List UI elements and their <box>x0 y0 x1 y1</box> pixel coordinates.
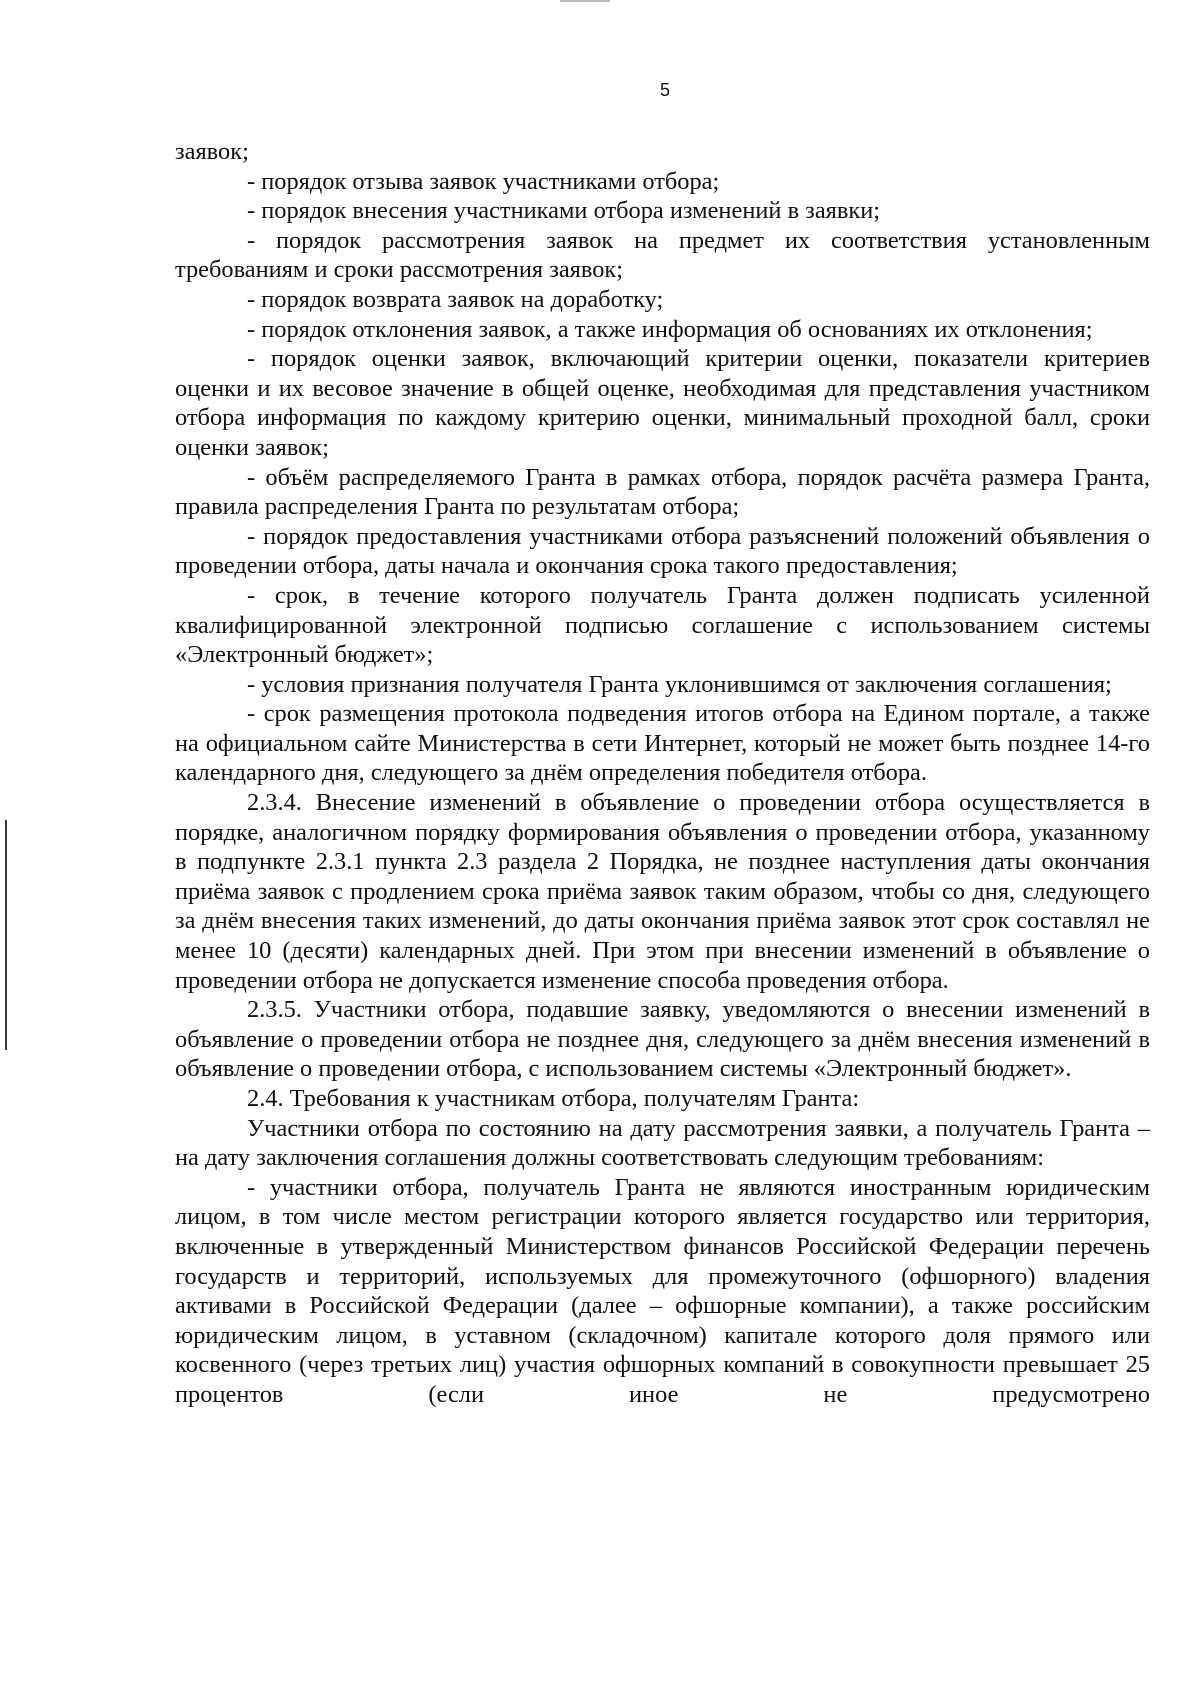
scan-artifact-left-edge <box>5 820 7 1050</box>
list-item-withdrawal: - порядок отзыва заявок участниками отбора; <box>247 167 720 195</box>
list-item-evaluation: - порядок оценки заявок, включающий критерии оценки, показатели критериев оценки и их весовое значение в общей оценке, необходимая для представления участником отбора информация по каждому критерию оценки, минимальный проходной балл, сроки оценки заявок; <box>175 345 1150 461</box>
list-item-evasion: - условия признания получателя Гранта уклонившимся от заключения соглашения; <box>247 670 1112 698</box>
list-item-rejection: - порядок отклонения заявок, а также информация об основаниях их отклонения; <box>247 315 1093 343</box>
list-item-protocol: - срок размещения протокола подведения итогов отбора на Едином портале, а также на официальном сайте Министерства в сети Интернет, который не может быть позднее 14-го календарного дня, следующего за днём определения победителя отбора. <box>175 700 1150 787</box>
paragraph-requirements-intro: Участники отбора по состоянию на дату рассмотрения заявки, а получатель Гранта – на дату заключения соглашения должны соответствовать следующим требованиям: <box>175 1114 1150 1172</box>
scan-artifact-top <box>560 0 610 2</box>
list-item-changes: - порядок внесения участниками отбора изменений в заявки; <box>247 197 881 225</box>
paragraph-continuation: заявок; <box>175 138 249 165</box>
paragraph-2-3-5: 2.3.5. Участники отбора, подавшие заявку, уведомляются о внесении изменений в объявление о проведении отбора не позднее дня, следующего за днём внесения изменений в объявление о проведении отбора, с использованием системы «Электронный бюджет». <box>175 996 1150 1083</box>
list-item-grant-volume: - объём распределяемого Гранта в рамках отбора, порядок расчёта размера Гранта, правила распределения Гранта по результатам отбора; <box>175 463 1150 521</box>
section-heading-2-4: 2.4. Требования к участникам отбора, получателям Гранта: <box>247 1085 860 1112</box>
list-item-return: - порядок возврата заявок на доработку; <box>247 285 664 313</box>
list-item-review: - порядок рассмотрения заявок на предмет их соответствия установленным требованиям и сроки рассмотрения заявок; <box>175 226 1150 284</box>
page-number: 5 <box>659 80 670 100</box>
paragraph-2-3-4: 2.3.4. Внесение изменений в объявление о проведении отбора осуществляется в порядке, аналогичном порядку формирования объявления о проведении отбора, указанному в подпункте 2.3.1 пункта 2.3 раздела 2 Порядка, не позднее наступления даты окончания приёма заявок с продлением срока приёма заявок таким образом, чтобы со дня, следующего за днём внесения таких изменений, до даты окончания приёма заявок этот срок составлял не менее 10 (десяти) календарных дней. При этом при внесении изменений в объявление о проведении отбора не допускается изменение способа проведения отбора. <box>175 789 1150 994</box>
list-item-offshore: - участники отбора, получатель Гранта не являются иностранным юридическим лицом, в том числе местом регистрации которого является государство или территория, включенные в утвержденный Министерством финансов Российской Федерации перечень государств и территорий, используемых для промежуточного (офшорного) владения активами в Российской Федерации (далее – офшорные компании), а также российским юридическим лицом, в уставном (складочном) капитале которого доля прямого или косвенного (через третьих лиц) участия офшорных компаний в совокупности превышает 25 процентов (если иное не предусмотрено <box>175 1173 1150 1408</box>
list-item-clarifications: - порядок предоставления участниками отбора разъяснений положений объявления о проведении отбора, даты начала и окончания срока такого предоставления; <box>175 522 1150 580</box>
list-item-signing-deadline: - срок, в течение которого получатель Гранта должен подписать усиленной квалифицированной электронной подписью соглашение с использованием системы «Электронный бюджет»; <box>175 581 1150 669</box>
document-body <box>175 137 1150 1410</box>
